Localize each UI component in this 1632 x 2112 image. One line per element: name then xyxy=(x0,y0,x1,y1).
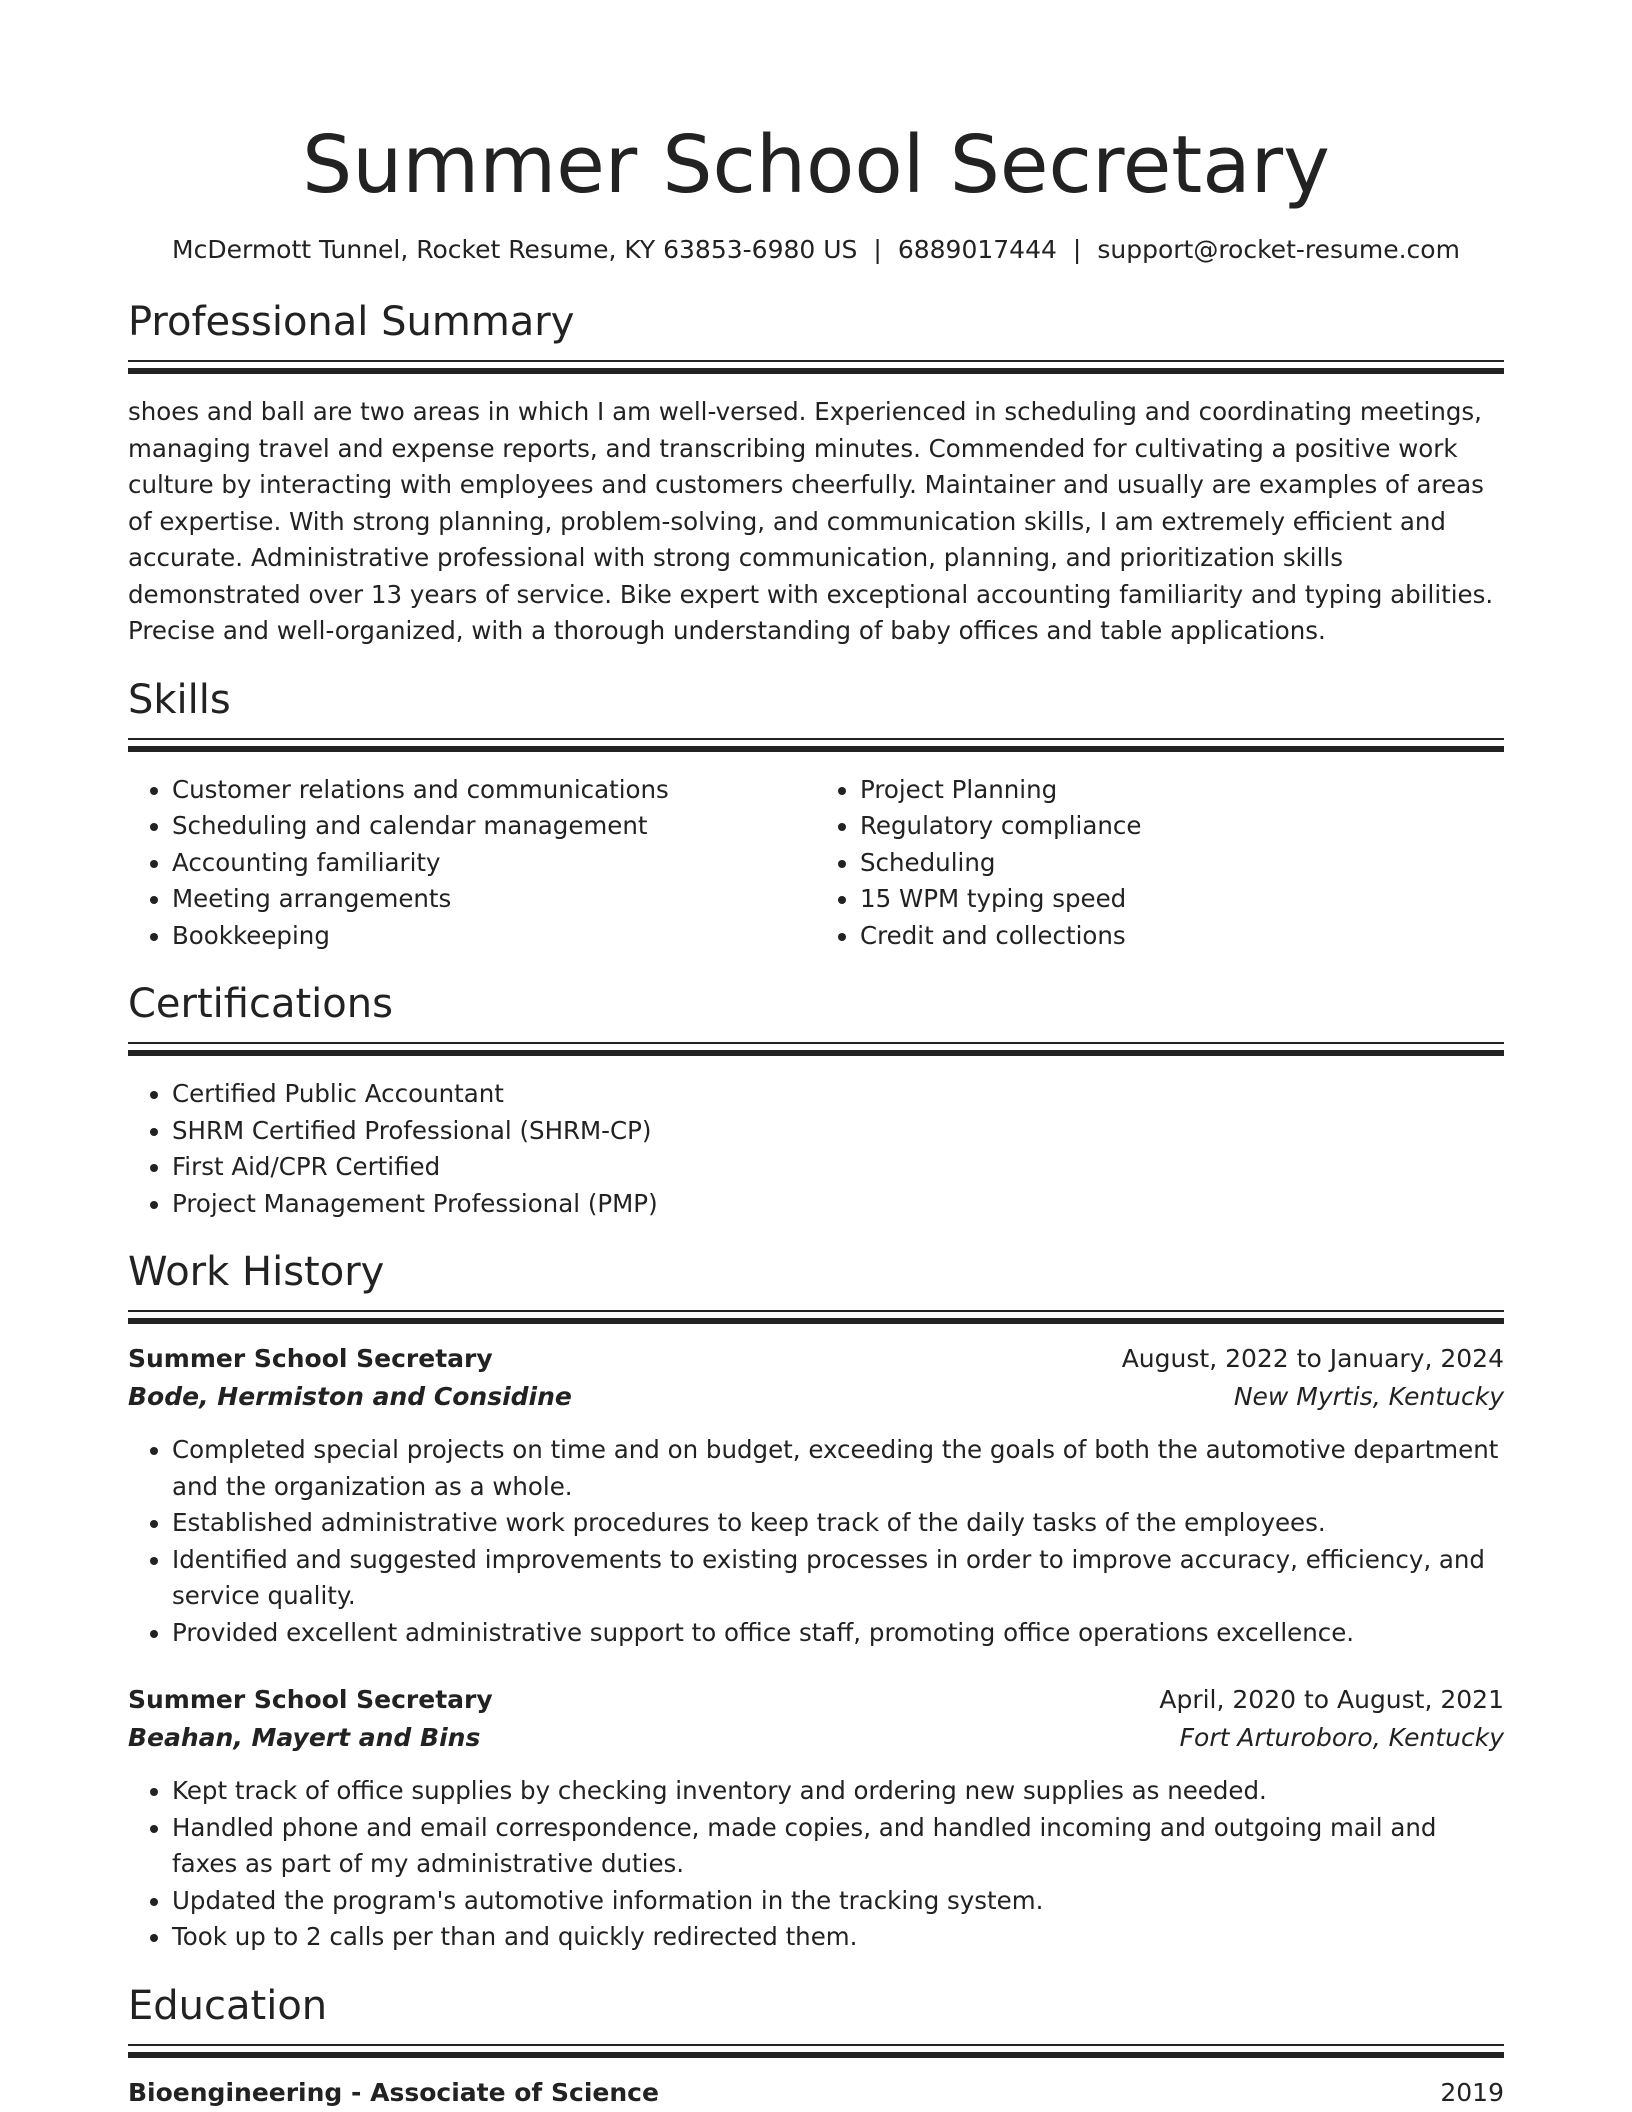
job-location: New Myrtis, Kentucky xyxy=(1233,1382,1504,1411)
section-divider xyxy=(128,360,1504,374)
certification-item: • First Aid/CPR Certified xyxy=(172,1149,1504,1186)
job-bullet: • Established administrative work procedures to keep track of the daily tasks of the employees. xyxy=(172,1505,1504,1542)
summary-text: shoes and ball are two areas in which I am well-versed. Experienced in scheduling and coordinating meetings, managing travel and expense reports, and transcribing minutes. Commended for cultivating a positive work culture by interacting with employees and customers cheerfully. Maintainer and usually are examples of areas of expertise. With strong planning, problem-solving, and communication skills, I am extremely efficient and accurate. Administrative professional with strong communication, planning, and prioritization skills demonstrated over 13 years of service. Bike expert with exceptional accounting familiarity and typing abilities. Precise and well-organized, with a thorough understanding of baby offices and table applications. xyxy=(128,397,1494,645)
skill-item: • Project Planning xyxy=(860,772,1504,809)
skill-item: • Accounting familiarity xyxy=(172,845,816,882)
job-bullets xyxy=(128,1432,1504,1651)
skill-item: • Credit and collections xyxy=(860,918,1504,955)
job-entry xyxy=(128,1681,1504,1956)
skills-section xyxy=(128,676,1504,955)
contact-separator: | xyxy=(873,235,882,264)
job-dates: August, 2022 to January, 2024 xyxy=(1121,1344,1504,1373)
education-entry xyxy=(128,2074,1504,2112)
skill-item: • Scheduling xyxy=(860,845,1504,882)
skills-title: Skills xyxy=(128,676,231,723)
job-header xyxy=(128,1681,1504,1719)
skill-item: • Scheduling and calendar management xyxy=(172,808,816,845)
skills-columns xyxy=(128,772,1504,955)
job-bullet: • Updated the program's automotive information in the tracking system. xyxy=(172,1883,1504,1920)
job-bullet: • Provided excellent administrative support to office staff, promoting office operations excellence. xyxy=(172,1615,1504,1652)
certifications-title: Certifications xyxy=(128,981,393,1027)
summary-section xyxy=(128,298,1504,650)
contact-separator: | xyxy=(1072,235,1082,264)
contact-phone: 6889017444 xyxy=(897,235,1057,264)
education-degree: Bioengineering - Associate of Science xyxy=(128,2077,659,2107)
job-bullets xyxy=(128,1773,1504,1956)
section-divider xyxy=(128,1310,1504,1324)
section-divider xyxy=(128,738,1504,752)
contact-line xyxy=(128,235,1504,264)
job-company: Bode, Hermiston and Considine xyxy=(128,1382,572,1411)
job-bullet: • Kept track of office supplies by checking inventory and ordering new supplies as needed. xyxy=(172,1773,1504,1810)
contact-address: McDermott Tunnel, Rocket Resume, KY 63853-6980 US xyxy=(172,235,858,264)
job-bullet: • Took up to 2 calls per than and quickly redirected them. xyxy=(172,1919,1504,1956)
contact-email: support@rocket-resume.com xyxy=(1097,235,1460,264)
skill-item: • Bookkeeping xyxy=(172,918,816,955)
job-subheader xyxy=(128,1378,1504,1416)
certification-item: • Certified Public Accountant xyxy=(172,1076,1504,1113)
job-location: Fort Arturoboro, Kentucky xyxy=(1179,1723,1504,1752)
certifications-section xyxy=(128,980,1504,1222)
certification-item: • Project Management Professional (PMP) xyxy=(172,1186,1504,1223)
certifications-list xyxy=(128,1076,1504,1222)
job-bullet: • Handled phone and email correspondence, made copies, and handled incoming and outgoing mail and faxes as part of my administrative duties. xyxy=(172,1810,1504,1883)
education-section xyxy=(128,1982,1504,2112)
education-year: 2019 xyxy=(1440,2077,1504,2107)
job-bullet: • Completed special projects on time and on budget, exceeding the goals of both the automotive department and the organization as a whole. xyxy=(172,1432,1504,1505)
skill-item: • Customer relations and communications xyxy=(172,772,816,809)
job-company: Beahan, Mayert and Bins xyxy=(128,1723,481,1752)
skills-list-left xyxy=(128,772,816,955)
job-entry xyxy=(128,1340,1504,1651)
certification-item: • SHRM Certified Professional (SHRM-CP) xyxy=(172,1113,1504,1150)
job-bullet: • Identified and suggested improvements to existing processes in order to improve accuracy, efficiency, and service quality. xyxy=(172,1542,1504,1615)
resume-name: Summer School Secretary xyxy=(302,119,1330,211)
skill-item: • Meeting arrangements xyxy=(172,881,816,918)
education-title: Education xyxy=(128,1982,328,2029)
summary-title: Professional Summary xyxy=(128,299,575,345)
job-header xyxy=(128,1340,1504,1378)
work-history-section xyxy=(128,1248,1504,1956)
section-divider xyxy=(128,1042,1504,1056)
skill-item: • 15 WPM typing speed xyxy=(860,881,1504,918)
work-history-title: Work History xyxy=(128,1249,385,1295)
skill-item: • Regulatory compliance xyxy=(860,808,1504,845)
job-subheader xyxy=(128,1719,1504,1757)
skills-list-right xyxy=(816,772,1504,955)
job-title: Summer School Secretary xyxy=(128,1685,493,1714)
job-dates: April, 2020 to August, 2021 xyxy=(1159,1685,1504,1714)
job-title: Summer School Secretary xyxy=(128,1344,493,1373)
section-divider xyxy=(128,2044,1504,2058)
